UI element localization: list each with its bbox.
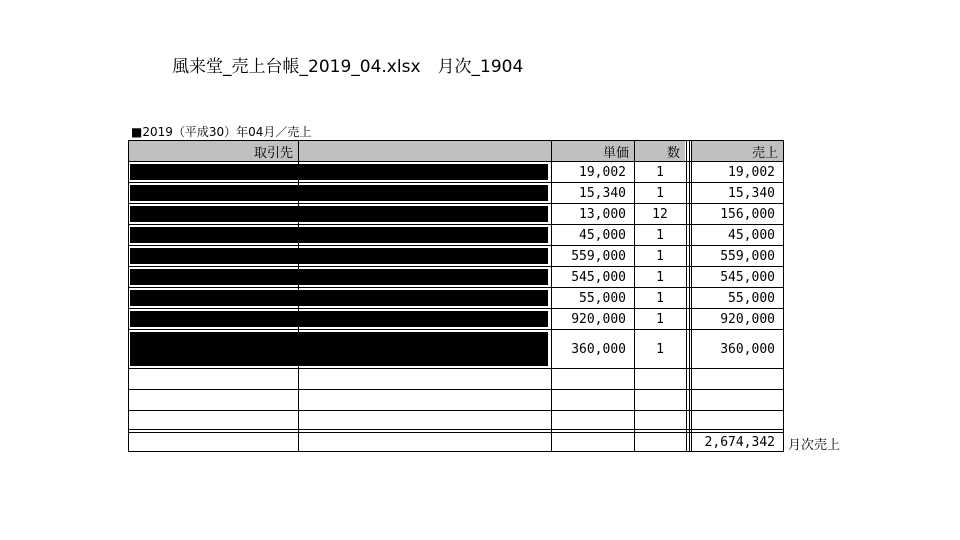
document-title: 風来堂_売上台帳_2019_04.xlsx 月次_1904 [172, 57, 524, 77]
redacted-customer-name [130, 185, 548, 201]
header-sales: 売上 [692, 141, 783, 161]
cell-quantity: 1 [656, 227, 664, 243]
header-customer-blank [299, 141, 551, 161]
cell-sales: 559,000 [720, 248, 775, 264]
cell-sales: 156,000 [720, 206, 775, 222]
grid-horizontal-line [128, 451, 784, 452]
grid-vertical-line [686, 140, 687, 452]
cell-unit-price: 545,000 [571, 269, 626, 285]
section-caption: ■2019（平成30）年04月／売上 [131, 125, 312, 139]
grid-horizontal-line [128, 182, 784, 183]
grid-horizontal-line [128, 287, 784, 288]
cell-sales: 360,000 [720, 341, 775, 357]
cell-unit-price: 360,000 [571, 341, 626, 357]
sales-ledger-table [128, 140, 784, 452]
cell-sales: 19,002 [728, 164, 775, 180]
grid-horizontal-line [128, 224, 784, 225]
cell-sales: 45,000 [728, 227, 775, 243]
cell-quantity: 1 [656, 185, 664, 201]
cell-unit-price: 15,340 [579, 185, 626, 201]
grid-horizontal-line [128, 245, 784, 246]
redacted-customer-name [130, 248, 548, 264]
redacted-customer-name [130, 311, 548, 327]
cell-quantity: 1 [656, 269, 664, 285]
grid-horizontal-line [128, 266, 784, 267]
cell-quantity: 1 [656, 290, 664, 306]
grid-horizontal-line [128, 429, 784, 430]
monthly-sales-label: 月次売上 [788, 438, 841, 453]
grid-horizontal-line [128, 161, 784, 162]
grid-vertical-line [689, 140, 690, 452]
cell-unit-price: 19,002 [579, 164, 626, 180]
cell-quantity: 1 [656, 311, 664, 327]
redacted-customer-name [130, 290, 548, 306]
grid-vertical-line [783, 140, 784, 452]
cell-quantity: 1 [656, 164, 664, 180]
cell-unit-price: 55,000 [579, 290, 626, 306]
cell-unit-price: 920,000 [571, 311, 626, 327]
cell-unit-price: 45,000 [579, 227, 626, 243]
cell-total-sales: 2,674,342 [704, 434, 775, 450]
redacted-customer-name [130, 164, 548, 180]
cell-quantity: 1 [656, 248, 664, 264]
grid-horizontal-line [128, 389, 784, 390]
redacted-customer-name [130, 206, 548, 222]
cell-unit-price: 13,000 [579, 206, 626, 222]
redacted-customer-name [130, 227, 548, 243]
header-quantity: 数 [635, 141, 685, 161]
cell-sales: 920,000 [720, 311, 775, 327]
header-unit-price: 単価 [552, 141, 634, 161]
cell-sales: 545,000 [720, 269, 775, 285]
grid-horizontal-line [128, 432, 784, 433]
cell-sales: 55,000 [728, 290, 775, 306]
cell-sales: 15,340 [728, 185, 775, 201]
grid-horizontal-line [128, 368, 784, 369]
grid-horizontal-line [128, 203, 784, 204]
grid-horizontal-line [128, 308, 784, 309]
redacted-customer-name [130, 332, 548, 366]
cell-unit-price: 559,000 [571, 248, 626, 264]
cell-quantity: 1 [656, 341, 664, 357]
cell-quantity: 12 [652, 206, 668, 222]
grid-vertical-line [128, 140, 129, 452]
grid-horizontal-line [128, 140, 784, 141]
redacted-customer-name [130, 269, 548, 285]
header-customer: 取引先 [129, 141, 298, 161]
grid-horizontal-line [128, 329, 784, 330]
grid-horizontal-line [128, 410, 784, 411]
